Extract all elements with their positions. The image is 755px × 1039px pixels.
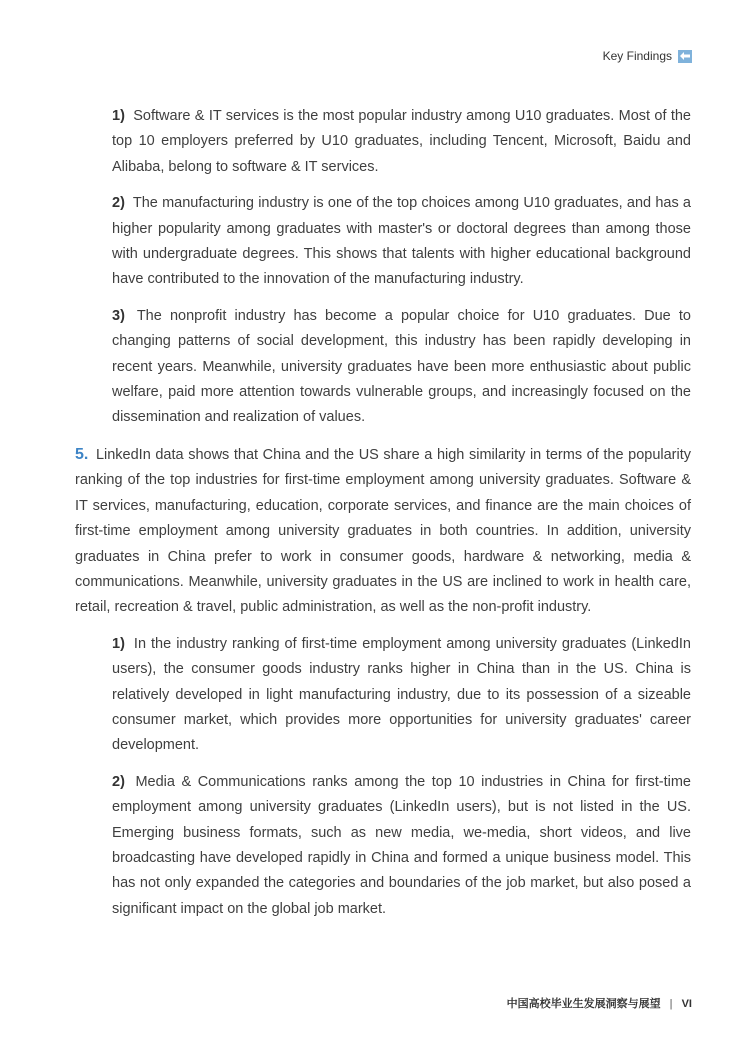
finding-number: 5. [75,445,89,463]
finding-paragraph [112,770,691,922]
finding-text: LinkedIn data shows that China and the US share a high similarity in terms of the popularity ranking of the top industries for first-time employment among university graduates. Software & IT services, manufacturing, education, corporate services, and finance are the main choices of first-time employment among university graduates in both countries. In addition, university graduates in China prefer to work in consumer goods, hardware & networking, media & communications. Meanwhile, university graduates in the US are inclined to work in health care, retail, recreation & travel, public administration, as well as the non-profit industry. [75,446,691,616]
item-number: 2) [112,195,125,212]
page-body [75,104,691,933]
item-number: 3) [112,307,125,324]
header-title: Key Findings [602,49,672,63]
page-footer [507,995,692,1011]
item-text: In the industry ranking of first-time employment among university graduates (LinkedIn users), the consumer goods industry ranks higher in China than in the US. China is relatively developed in light manufacturing industry, due to its possession of a sizeable consumer market, which provides more opportunities for university graduates' career development. [112,635,691,754]
key-finding-5 [75,442,691,621]
item-number: 1) [112,635,125,652]
page-number: VI [681,998,692,1010]
footer-separator: | [669,998,673,1010]
finding-paragraph [112,104,691,180]
item-number: 1) [112,108,125,124]
item-text: The nonprofit industry has become a popular choice for U10 graduates. Due to changing patterns of social development, this industry has been rapidly developing in recent years. Meanwhile, university graduates have been more enthusiastic about public welfare, paid more attention towards vulnerable groups, and increasingly focused on the dissemination and realization of values. [112,307,691,426]
item-text: Software & IT services is the most popular industry among U10 graduates. Most of the top 10 employers preferred by U10 graduates, including Tencent, Microsoft, Baidu and Alibaba, belong to software & IT services. [112,108,691,175]
finding-paragraph [112,304,691,431]
footer-title: 中国高校毕业生发展洞察与展望 [506,998,661,1010]
item-number: 2) [112,773,125,790]
item-text: The manufacturing industry is one of the top choices among U10 graduates, and has a higher popularity among graduates with master's or doctoral degrees than among those with undergraduate degrees. This shows that talents with higher educational background have contributed to the innovation of the manufacturing industry. [112,195,691,288]
finding-paragraph [112,632,691,759]
page-header [603,49,692,63]
arrow-left-icon [678,50,692,63]
item-text: Media & Communications ranks among the top 10 industries in China for first-time employment among university graduates (LinkedIn users), but is not listed in the US. Emerging business formats, such as new media, we-media, short videos, and live broadcasting have developed rapidly in China and formed a unique business model. This has not only expanded the categories and boundaries of the job market, but also posed a significant impact on the global job market. [112,773,691,917]
finding-paragraph [112,191,691,293]
